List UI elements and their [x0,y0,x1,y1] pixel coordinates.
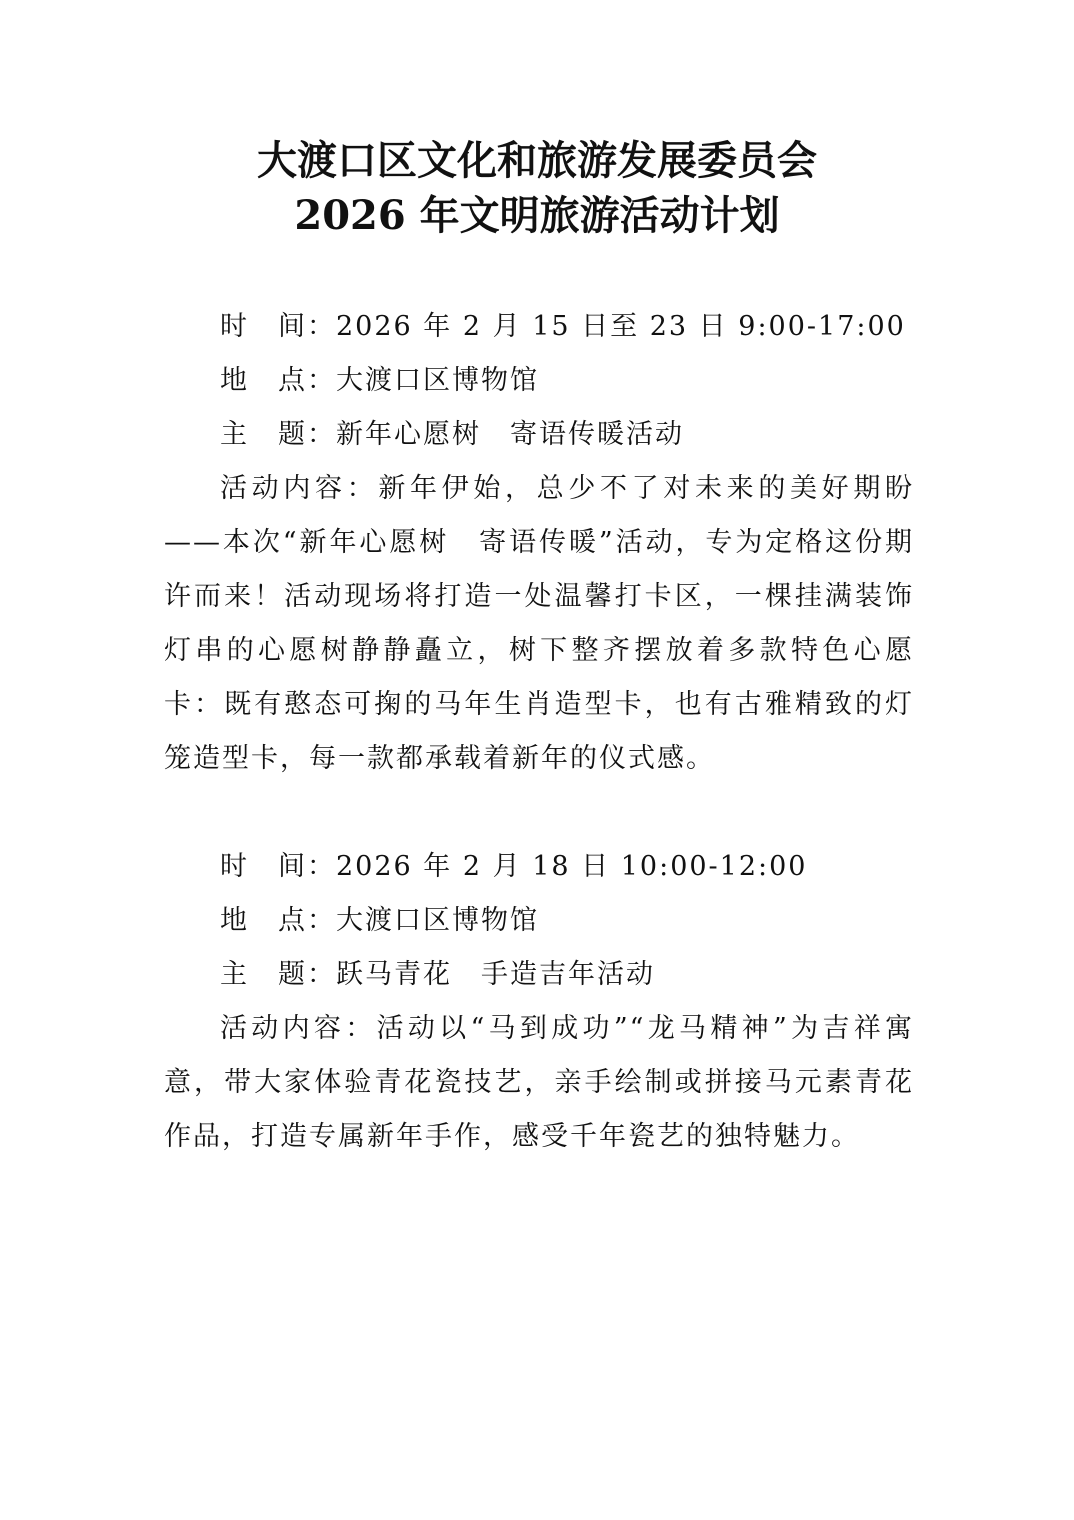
document-title-line1: 大渡口区文化和旅游发展委员会 [257,137,817,184]
theme-label: 主 题： [220,959,336,990]
place-label: 地 点： [220,365,336,396]
time-label: 时 间： [220,851,336,882]
place-label: 地 点： [220,905,336,936]
content-value: 活动以“马到成功”“龙马精神”为吉祥寓意，带大家体验青花瓷技艺，亲手绘制或拼接马元素青花作品，打造专属新年手作，感受千年瓷艺的独特魅力。 [164,1013,914,1152]
event-theme-row [164,948,914,1002]
event-time-row [164,300,914,354]
time-value: 2026 年 2 月 15 日至 23 日 9:00-17:00 [336,311,906,342]
document-title-line2: 2026 年文明旅游活动计划 [294,192,780,239]
theme-value: 新年心愿树 寄语传暖活动 [336,419,684,450]
event-place-row [164,354,914,408]
theme-label: 主 题： [220,419,336,450]
theme-value: 跃马青花 手造吉年活动 [336,959,655,990]
event-content-paragraph [164,462,914,786]
place-value: 大渡口区博物馆 [336,905,539,936]
event-section-1 [164,300,914,786]
place-value: 大渡口区博物馆 [336,365,539,396]
event-time-row [164,840,914,894]
event-theme-row [164,408,914,462]
content-label: 活动内容： [220,1013,377,1044]
content-label: 活动内容： [220,473,379,504]
event-section-2 [164,840,914,1164]
content-value: 新年伊始，总少不了对未来的美好期盼——本次“新年心愿树 寄语传暖”活动，专为定格这份期许而来！活动现场将打造一处温馨打卡区，一棵挂满装饰灯串的心愿树静静矗立，树下整齐摆放着多款特色心愿卡：既有憨态可掬的马年生肖造型卡，也有古雅精致的灯笼造型卡，每一款都承载着新年的仪式感。 [164,473,915,774]
time-value: 2026 年 2 月 18 日 10:00-12:00 [336,851,808,882]
time-label: 时 间： [220,311,336,342]
event-place-row [164,894,914,948]
event-content-paragraph [164,1002,914,1164]
